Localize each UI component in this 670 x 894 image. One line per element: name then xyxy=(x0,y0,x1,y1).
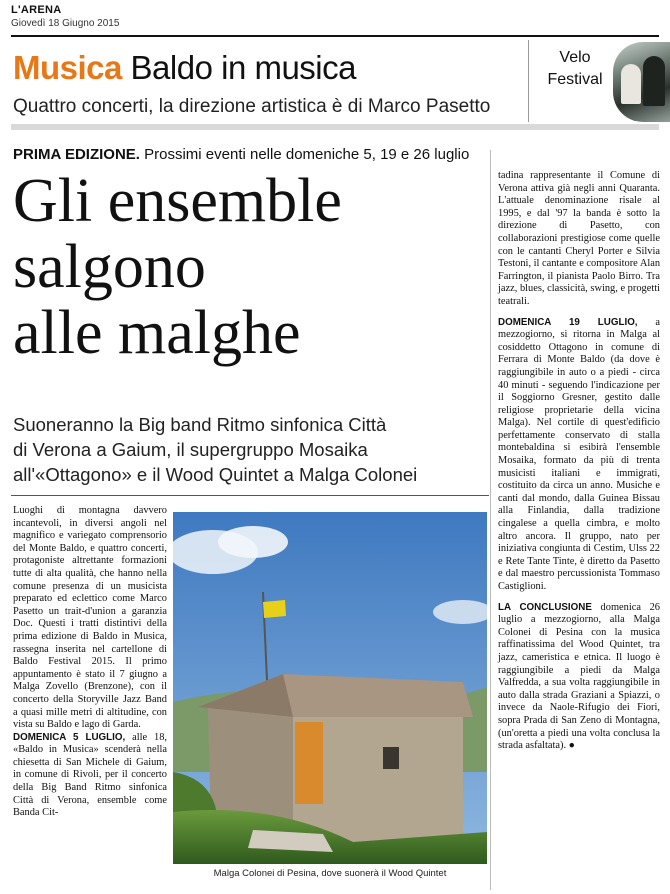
paragraph xyxy=(13,732,167,820)
article-column-2 xyxy=(498,170,660,753)
paragraph xyxy=(498,317,660,594)
section-kicker: Musica xyxy=(13,49,122,86)
section-header xyxy=(13,48,356,88)
article-kicker xyxy=(13,146,469,163)
paragraph-lead: LA CONCLUSIONE xyxy=(498,601,592,613)
deck-line: di Verona a Gaium, il supergruppo Mosaika xyxy=(13,439,368,460)
article-headline xyxy=(13,168,493,366)
paragraph-body: a mezzogiorno, si ritorna in Malga al cosiddetto Ottagono in comune di Ferrara di Monte Baldo (da dove è raggiungibile in auto o a piedi - circa 40 minuti - seguendo l'indicazione per il Soggiorno Gresner, gestito dalle religiose proprietarie della vicina Malga). Nel cortile di quest'edificio perfettamente conservato di stalla montebaldina si esibirà l'ensemble Mosaika, formato da più di trenta musicisti italiani e immigrati, costituito da circa un anno. Musiche e canti dal mondo, dalla Guinea Bissau alla Finlandia, dalla tradizione cingalese a quella cimbra, e molto altro ancora. Il gruppo, nato per iniziativa congiunta di Cestim, Ulss 22 e Rete Tante Tinte, è diretto da Pasetto e dal maestro percussionista Tommaso Castiglioni. xyxy=(498,316,661,592)
velo-festival-logo xyxy=(541,47,609,91)
publication-name: L'ARENA xyxy=(11,4,62,16)
paragraph xyxy=(498,602,660,753)
headline-line: Gli ensemble xyxy=(13,167,342,235)
festival-photo-thumbnail xyxy=(613,42,670,122)
hut-door xyxy=(295,722,323,804)
photo-caption: Malga Colonei di Pesina, dove suonerà il Wood Quintet xyxy=(213,868,447,879)
logo-line-1: Velo xyxy=(559,49,591,66)
section-band xyxy=(11,124,659,130)
section-title: Baldo in musica xyxy=(130,49,356,86)
paragraph-body: alle 18, «Baldo in Musica» scenderà nella chiesetta di San Michele di Gaium, in comune di Rivoli, per il concerto della Big Band Ritmo sinfonica Città di Verona, ensemble come Banda Cit- xyxy=(13,731,167,819)
article-deck xyxy=(13,412,473,487)
paragraph-body: domenica 26 luglio a mezzogiorno, alla Malga Colonei di Pesina con la musica raffinatissima del Wood Quintet, tra jazz, cameristica e etnica. Il luogo è raggiungibile a piedi da Malga Valfredda, a sua volta raggiungibile in auto dalla strada Graziani a Spiazzi, o invece da Naole-Rifugio dei Fiori, sopra Prada di San Zeno di Montagna, (un'oretta a piedi una volta conclusa la strada asfaltata). ● xyxy=(498,601,661,752)
paragraph: Luoghi di montagna davvero incantevoli, in diversi angoli nel magnifico e variegato comprensorio del Monte Baldo, e quattro concerti, protagoniste altrettante formazioni tutte di alta qualità, che hanno nella comune presenza di un musicista preparato ed eclettico come Marco Pasetto un trait-d'union a garanzia Doc. Questi i tratti distintivi della prima edizione di Baldo in Musica, rassegna inserita nel cartellone di Baldo Festival 2015. Il primo appuntamento è stato il 7 giugno a Malga Zovello (Brenzone), con il concerto della Storyville Jazz Band a quasi mille metri di altitudine, con vista su Baldo e lago di Garda. xyxy=(13,505,167,731)
body-rule xyxy=(11,495,489,496)
headline-line: alle malghe xyxy=(13,299,301,367)
hut-window xyxy=(383,747,399,769)
person-figure xyxy=(621,64,641,104)
issue-date: Giovedì 18 Giugno 2015 xyxy=(11,18,120,29)
flag xyxy=(263,600,286,618)
headline-line: salgono xyxy=(13,233,206,301)
person-figure xyxy=(643,56,665,106)
paragraph: tadina rappresentante il Comune di Verona attiva già negli anni Quaranta. L'attuale denominazione risale al 1995, e dal '97 la banda è sotto la direzione di Pasetto, con collaborazioni prestigiose come quelle con le cantanti Cheryl Porter e Silvia Testoni, il cantante e compositore Alan Farrington, il pianista Paolo Birro. Tra jazz, blues, classicità, swing, e progetti teatrali. xyxy=(498,170,661,307)
top-rule xyxy=(11,35,659,37)
malga-photo-illustration xyxy=(173,512,487,864)
section-subtitle: Quattro concerti, la direzione artistica è di Marco Pasetto xyxy=(13,96,491,117)
paragraph-lead: DOMENICA 5 LUGLIO, xyxy=(13,731,126,743)
cloud xyxy=(218,526,288,558)
paragraph-lead: DOMENICA 19 LUGLIO, xyxy=(498,316,638,328)
deck-line: Suoneranno la Big band Ritmo sinfonica Città xyxy=(13,414,387,435)
deck-line: all'«Ottagono» e il Wood Quintet a Malga Colonei xyxy=(13,464,418,485)
article-column-1 xyxy=(13,505,167,820)
column-divider xyxy=(490,150,491,890)
kicker-bold: PRIMA EDIZIONE. xyxy=(13,146,140,163)
header-divider xyxy=(528,40,529,122)
kicker-text: Prossimi eventi nelle domeniche 5, 19 e 26 luglio xyxy=(144,146,470,163)
article-photo xyxy=(173,512,487,864)
logo-line-2: Festival xyxy=(547,71,603,88)
